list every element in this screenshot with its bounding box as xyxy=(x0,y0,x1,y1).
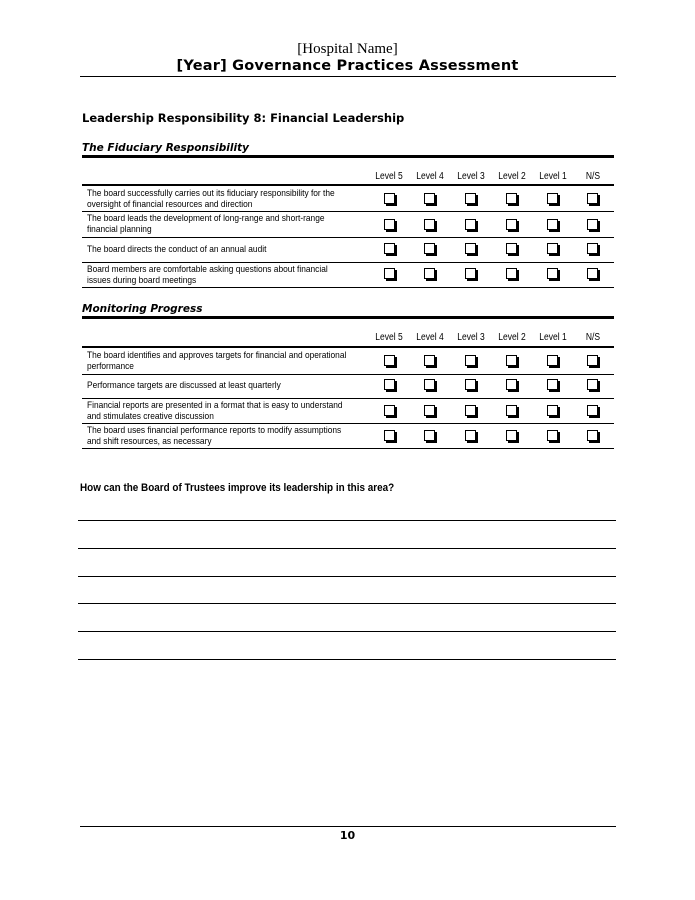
statement-item: The board uses financial performance reports to modify assumptions and shift resources, as necessary xyxy=(87,425,342,447)
table-header-rule xyxy=(82,346,614,348)
checkbox-monitoring-2-level-3[interactable] xyxy=(465,379,476,390)
header-ns: N/S xyxy=(585,332,601,343)
checkbox-monitoring-1-level-5[interactable] xyxy=(384,355,395,366)
header-level-3: Level 3 xyxy=(457,332,485,343)
header-rule xyxy=(80,76,616,77)
checkbox-monitoring-1-level-3[interactable] xyxy=(465,355,476,366)
checkbox-monitoring-4-level-3[interactable] xyxy=(465,430,476,441)
checkbox-monitoring-4-level-2[interactable] xyxy=(506,430,517,441)
row-divider xyxy=(82,211,614,212)
responsibility-title: Leadership Responsibility 8: Financial Leadership xyxy=(82,111,405,125)
checkbox-fiduciary-3-level-5[interactable] xyxy=(384,243,395,254)
checkbox-fiduciary-1-level-1[interactable] xyxy=(547,193,558,204)
header-level-1: Level 1 xyxy=(539,332,567,343)
checkbox-monitoring-3-level-4[interactable] xyxy=(424,405,435,416)
statement-item: Performance targets are discussed at least quarterly xyxy=(87,380,281,391)
statement-item: Board members are comfortable asking questions about financial issues during board meetings xyxy=(87,264,328,286)
section-title-fiduciary: The Fiduciary Responsibility xyxy=(82,142,249,154)
row-divider xyxy=(82,448,614,449)
checkbox-fiduciary-4-level-2[interactable] xyxy=(506,268,517,279)
answer-line[interactable] xyxy=(78,659,616,660)
checkbox-fiduciary-4-ns[interactable] xyxy=(587,268,598,279)
header-level-4: Level 4 xyxy=(416,332,444,343)
checkbox-monitoring-3-ns[interactable] xyxy=(587,405,598,416)
header-level-4: Level 4 xyxy=(416,171,444,182)
statement-item: The board leads the development of long-range and short-range financial planning xyxy=(87,213,325,235)
row-divider xyxy=(82,423,614,424)
statement-item: Financial reports are presented in a format that is easy to understand and stimulates creative discussion xyxy=(87,400,343,422)
checkbox-monitoring-4-level-4[interactable] xyxy=(424,430,435,441)
section-bar xyxy=(82,155,614,158)
header-ns: N/S xyxy=(585,171,601,182)
checkbox-monitoring-1-ns[interactable] xyxy=(587,355,598,366)
checkbox-fiduciary-3-level-1[interactable] xyxy=(547,243,558,254)
checkbox-monitoring-1-level-2[interactable] xyxy=(506,355,517,366)
checkbox-fiduciary-2-level-5[interactable] xyxy=(384,219,395,230)
answer-line[interactable] xyxy=(78,520,616,521)
checkbox-fiduciary-2-level-1[interactable] xyxy=(547,219,558,230)
checkbox-fiduciary-1-level-2[interactable] xyxy=(506,193,517,204)
checkbox-fiduciary-2-level-2[interactable] xyxy=(506,219,517,230)
section-title-monitoring: Monitoring Progress xyxy=(82,303,203,315)
header-level-2: Level 2 xyxy=(498,171,526,182)
checkbox-fiduciary-3-level-2[interactable] xyxy=(506,243,517,254)
checkbox-monitoring-2-level-2[interactable] xyxy=(506,379,517,390)
checkbox-monitoring-1-level-4[interactable] xyxy=(424,355,435,366)
row-divider xyxy=(82,287,614,288)
checkbox-fiduciary-1-level-5[interactable] xyxy=(384,193,395,204)
footer-rule xyxy=(80,826,616,827)
checkbox-fiduciary-3-ns[interactable] xyxy=(587,243,598,254)
checkbox-monitoring-2-level-4[interactable] xyxy=(424,379,435,390)
checkbox-monitoring-1-level-1[interactable] xyxy=(547,355,558,366)
header-level-3: Level 3 xyxy=(457,171,485,182)
statement-item: The board directs the conduct of an annual audit xyxy=(87,244,267,255)
checkbox-monitoring-3-level-5[interactable] xyxy=(384,405,395,416)
document-title: [Year] Governance Practices Assessment xyxy=(176,58,519,74)
improvement-question: How can the Board of Trustees improve its leadership in this area? xyxy=(80,482,395,494)
table-header-rule xyxy=(82,184,614,186)
checkbox-monitoring-2-ns[interactable] xyxy=(587,379,598,390)
checkbox-fiduciary-2-ns[interactable] xyxy=(587,219,598,230)
checkbox-fiduciary-3-level-3[interactable] xyxy=(465,243,476,254)
checkbox-fiduciary-3-level-4[interactable] xyxy=(424,243,435,254)
checkbox-monitoring-4-ns[interactable] xyxy=(587,430,598,441)
header-level-5: Level 5 xyxy=(375,332,403,343)
statement-item: The board identifies and approves targets for financial and operational performance xyxy=(87,350,347,372)
header-level-2: Level 2 xyxy=(498,332,526,343)
statement-item: The board successfully carries out its fiduciary responsibility for the oversight of financial resources and direction xyxy=(87,188,335,210)
header-level-5: Level 5 xyxy=(375,171,403,182)
checkbox-monitoring-4-level-1[interactable] xyxy=(547,430,558,441)
answer-line[interactable] xyxy=(78,576,616,577)
checkbox-monitoring-4-level-5[interactable] xyxy=(384,430,395,441)
checkbox-fiduciary-1-level-3[interactable] xyxy=(465,193,476,204)
answer-line[interactable] xyxy=(78,548,616,549)
row-divider xyxy=(82,262,614,263)
checkbox-fiduciary-4-level-3[interactable] xyxy=(465,268,476,279)
checkbox-fiduciary-4-level-5[interactable] xyxy=(384,268,395,279)
page-number: 10 xyxy=(339,829,356,842)
checkbox-fiduciary-1-ns[interactable] xyxy=(587,193,598,204)
checkbox-monitoring-3-level-3[interactable] xyxy=(465,405,476,416)
checkbox-fiduciary-1-level-4[interactable] xyxy=(424,193,435,204)
hospital-name: [Hospital Name] xyxy=(297,41,398,57)
row-divider xyxy=(82,237,614,238)
answer-line[interactable] xyxy=(78,631,616,632)
row-divider xyxy=(82,374,614,375)
answer-line[interactable] xyxy=(78,603,616,604)
section-bar xyxy=(82,316,614,319)
row-divider xyxy=(82,398,614,399)
header-level-1: Level 1 xyxy=(539,171,567,182)
checkbox-monitoring-2-level-1[interactable] xyxy=(547,379,558,390)
checkbox-fiduciary-4-level-4[interactable] xyxy=(424,268,435,279)
checkbox-monitoring-3-level-1[interactable] xyxy=(547,405,558,416)
checkbox-fiduciary-2-level-4[interactable] xyxy=(424,219,435,230)
checkbox-monitoring-3-level-2[interactable] xyxy=(506,405,517,416)
checkbox-monitoring-2-level-5[interactable] xyxy=(384,379,395,390)
checkbox-fiduciary-4-level-1[interactable] xyxy=(547,268,558,279)
checkbox-fiduciary-2-level-3[interactable] xyxy=(465,219,476,230)
